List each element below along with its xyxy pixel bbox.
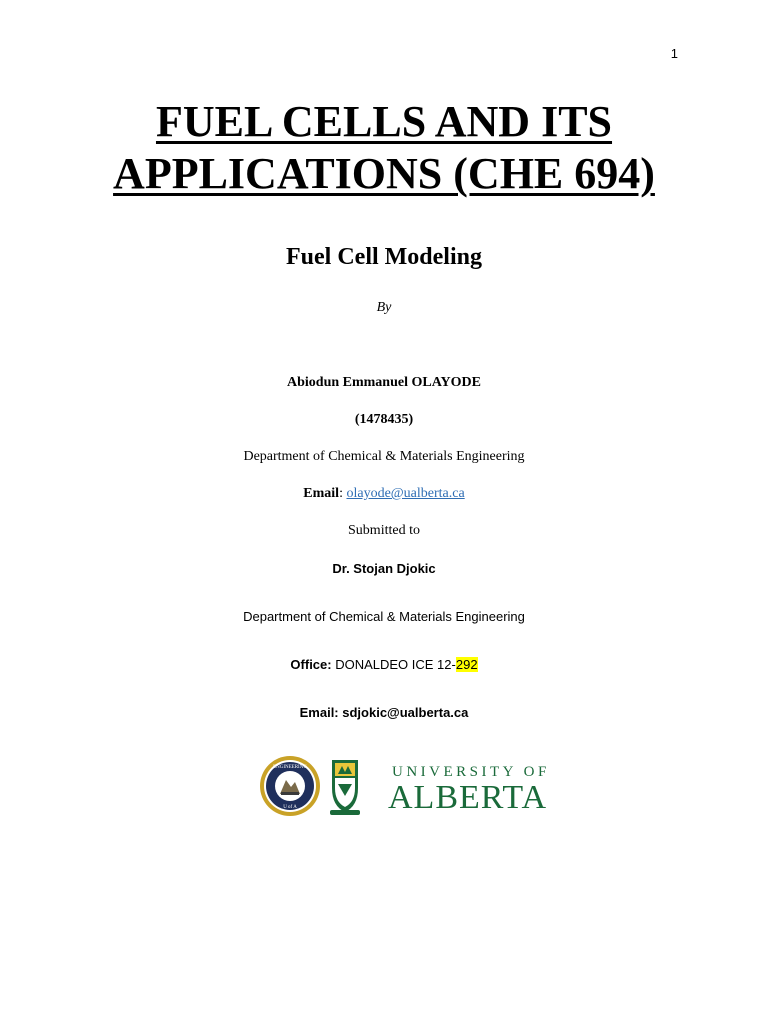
- author-name: Abiodun Emmanuel OLAYODE: [287, 375, 481, 390]
- logos-svg: [260, 754, 560, 818]
- document-subtitle: Fuel Cell Modeling: [286, 244, 482, 270]
- university-crest-icon: [330, 760, 360, 815]
- engineering-seal-icon: [260, 756, 320, 816]
- office-room-highlight: 292: [455, 657, 478, 672]
- supervisor-name: Dr. Stojan Djokic: [332, 561, 436, 576]
- university-wordmark-line1: UNIVERSITY OF: [392, 764, 550, 780]
- submitted-to-label: Submitted to: [348, 523, 420, 538]
- author-id: (1478435): [354, 412, 414, 427]
- author-email-separator: :: [339, 486, 347, 501]
- document-title: [0, 96, 768, 200]
- svg-text:ENGINEERING: ENGINEERING: [273, 765, 307, 770]
- svg-text:U of A: U of A: [283, 805, 297, 810]
- university-wordmark-line2: ALBERTA: [388, 779, 548, 816]
- by-label: By: [376, 300, 392, 315]
- supervisor-department: Department of Chemical & Materials Engineering: [243, 609, 525, 624]
- title-line-2: APPLICATIONS (CHE 694): [113, 149, 655, 198]
- office-label: Office:: [290, 657, 332, 672]
- author-email-label: Email: [303, 486, 340, 501]
- office-value: DONALDEO ICE 12-: [331, 657, 456, 672]
- author-email-line: [0, 486, 768, 502]
- author-email-link[interactable]: olayode@ualberta.ca: [346, 486, 465, 501]
- logos-row: [260, 754, 560, 818]
- page-number: 1: [670, 46, 678, 61]
- title-line-1: FUEL CELLS AND ITS: [155, 97, 613, 146]
- supervisor-email-line: Email: sdjokic@ualberta.ca: [299, 705, 469, 720]
- author-department: Department of Chemical & Materials Engineering: [243, 449, 525, 464]
- supervisor-office-line: [0, 657, 768, 672]
